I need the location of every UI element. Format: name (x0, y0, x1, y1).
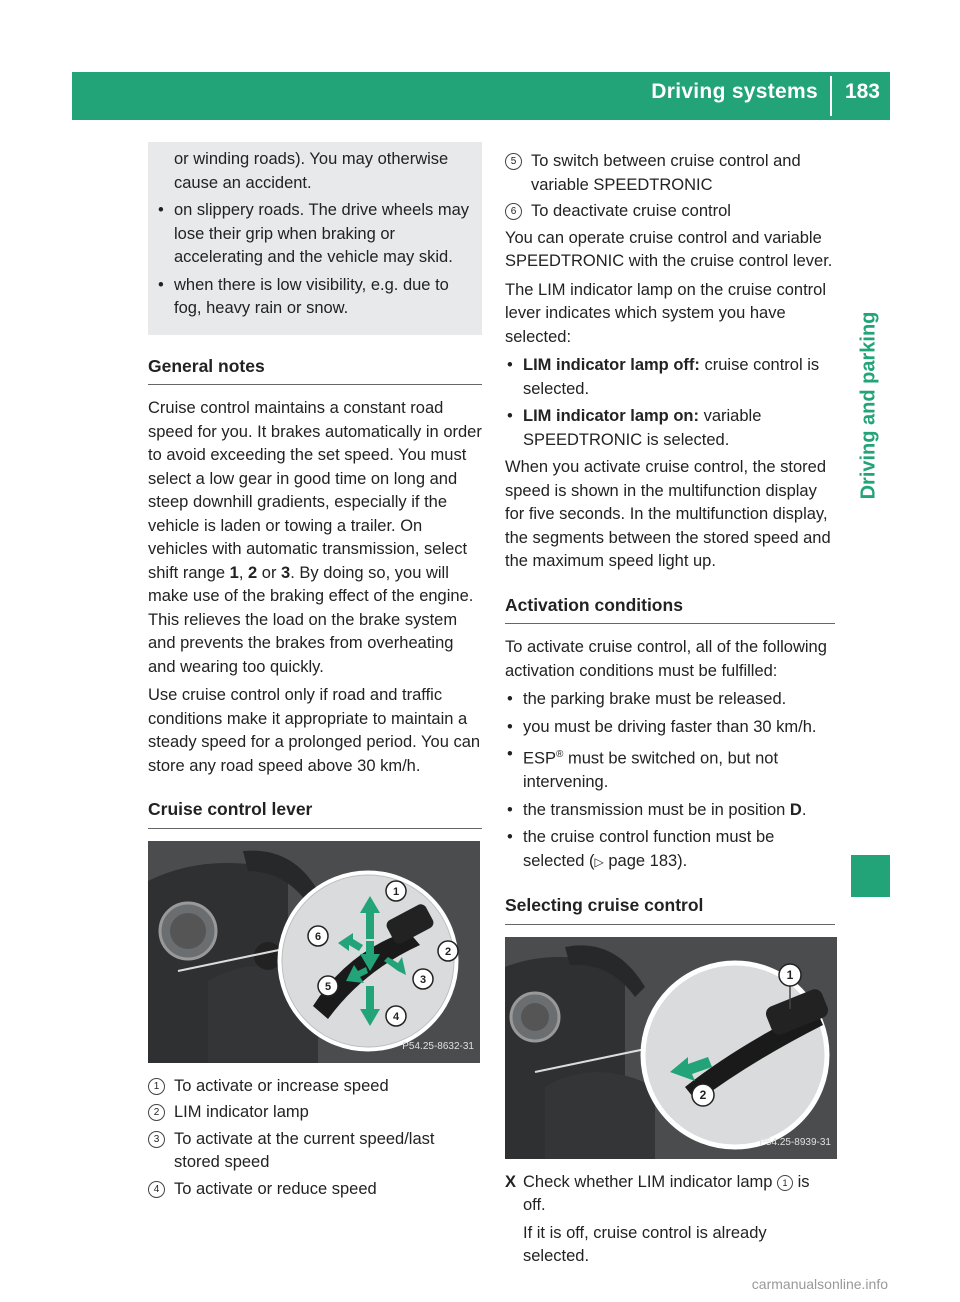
legend-number: 6 (505, 203, 522, 220)
svg-text:4: 4 (392, 1010, 400, 1023)
legend-item: 5 To switch between cruise control and variable SPEEDTRONIC (505, 150, 835, 197)
warning-bullet: • on slippery roads. The drive wheels may lose their grip when braking or accelerating and the vehicle may skid. (156, 199, 474, 270)
legend-item: 2 LIM indicator lamp (148, 1101, 482, 1125)
activation-heading: Activation conditions (505, 594, 835, 625)
paragraph: You can operate cruise control and variable SPEEDTRONIC with the cruise control lever. (505, 228, 833, 270)
legend-number: 1 (148, 1078, 165, 1095)
svg-text:2: 2 (699, 1087, 707, 1102)
condition-bullet: • the parking brake must be released. (505, 688, 835, 712)
paragraph: When you activate cruise control, the stored speed is shown in the multifunction display for five seconds. In the multifunction display, the segments between the stored speed and the maximum speed light up. (505, 458, 831, 570)
chapter-side-label-text: Driving and parking (857, 311, 880, 499)
chapter-side-label (842, 250, 896, 560)
lim-off-bullet: • LIM indicator lamp off: cruise control is selected. (505, 354, 835, 401)
activation-intro: To activate cruise control, all of the following activation conditions must be fulfilled: (505, 638, 827, 680)
general-notes-heading: General notes (148, 355, 482, 386)
selecting-cruise-control-figure (505, 937, 837, 1159)
svg-text:1: 1 (392, 885, 400, 898)
header-divider (830, 76, 832, 116)
general-notes-paragraph: Use cruise control only if road and traffic conditions make it appropriate to maintain a steady speed for a prolonged period. You can store any road speed above 30 km/h. (148, 686, 481, 775)
legend-item: 3 To activate at the current speed/last stored speed (148, 1128, 482, 1175)
cruise-control-lever-figure (148, 841, 480, 1063)
warning-box (148, 142, 482, 335)
inline-number: 1 (777, 1175, 793, 1191)
right-column (505, 150, 835, 1274)
legend-number: 5 (505, 153, 522, 170)
legend-item: 6 To deactivate cruise control (505, 200, 835, 224)
legend-number: 4 (148, 1181, 165, 1198)
lever-heading: Cruise control lever (148, 798, 482, 829)
header-bar (72, 72, 890, 120)
svg-text:5: 5 (324, 980, 332, 993)
legend-number: 2 (148, 1104, 165, 1121)
page-ref-arrow-icon: ▷ (594, 854, 604, 869)
lever-illustration (148, 841, 480, 1063)
svg-text:6: 6 (314, 930, 322, 943)
instruction-x-icon: X (505, 1172, 517, 1191)
paragraph: The LIM indicator lamp on the cruise control lever indicates which system you have selected: (505, 280, 826, 346)
condition-bullet: • the transmission must be in position D. (505, 799, 835, 823)
figure-code: P54.25-8632-31 (402, 1041, 474, 1052)
left-column (148, 150, 482, 1204)
selecting-heading: Selecting cruise control (505, 894, 835, 925)
svg-text:3: 3 (419, 973, 427, 986)
instruction-followup: If it is off, cruise control is already selected. (523, 1223, 767, 1265)
warning-bullet: • when there is low visibility, e.g. due to fog, heavy rain or snow. (156, 274, 474, 321)
svg-text:1: 1 (786, 967, 794, 982)
lim-on-bullet: • LIM indicator lamp on: variable SPEEDTRONIC is selected. (505, 405, 835, 452)
page-number: 183 (844, 80, 880, 103)
legend-number: 3 (148, 1131, 165, 1148)
chapter-marker (851, 855, 890, 897)
condition-bullet: • ESP® must be switched on, but not intervening. (505, 743, 835, 795)
svg-text:2: 2 (444, 945, 452, 958)
section-title: Driving systems (651, 80, 818, 103)
page-reference-link[interactable]: page 183). (603, 851, 688, 870)
general-notes-paragraph: Cruise control maintains a constant road speed for you. It brakes automatically in order to avoid exceeding the set speed. You must select a low gear in good time on long and steep downhill gradients, especially if the vehicle is laden or towing a trailer. On vehicles with automatic transmission, select shift range 1, 2 or 3. By doing so, you will make use of the braking effect of the engine. This relieves the load on the brake system and prevents the brakes from overheating and wearing too quickly. (148, 399, 482, 676)
legend-item: 4 To activate or reduce speed (148, 1178, 482, 1202)
watermark: carmanualsonline.info (751, 1276, 888, 1292)
condition-bullet: • you must be driving faster than 30 km/h. (505, 716, 835, 740)
selecting-illustration (505, 937, 837, 1159)
legend-item: 1 To activate or increase speed (148, 1075, 482, 1099)
figure-code: P54.25-8939-31 (759, 1137, 831, 1148)
side-tab-gap (851, 120, 890, 238)
instruction-step: X Check whether LIM indicator lamp 1 is off. (505, 1172, 810, 1214)
condition-bullet: • the cruise control function must be selected (▷ page 183). (505, 826, 835, 874)
warning-continuation: or winding roads). You may otherwise cause an accident. (174, 150, 449, 192)
